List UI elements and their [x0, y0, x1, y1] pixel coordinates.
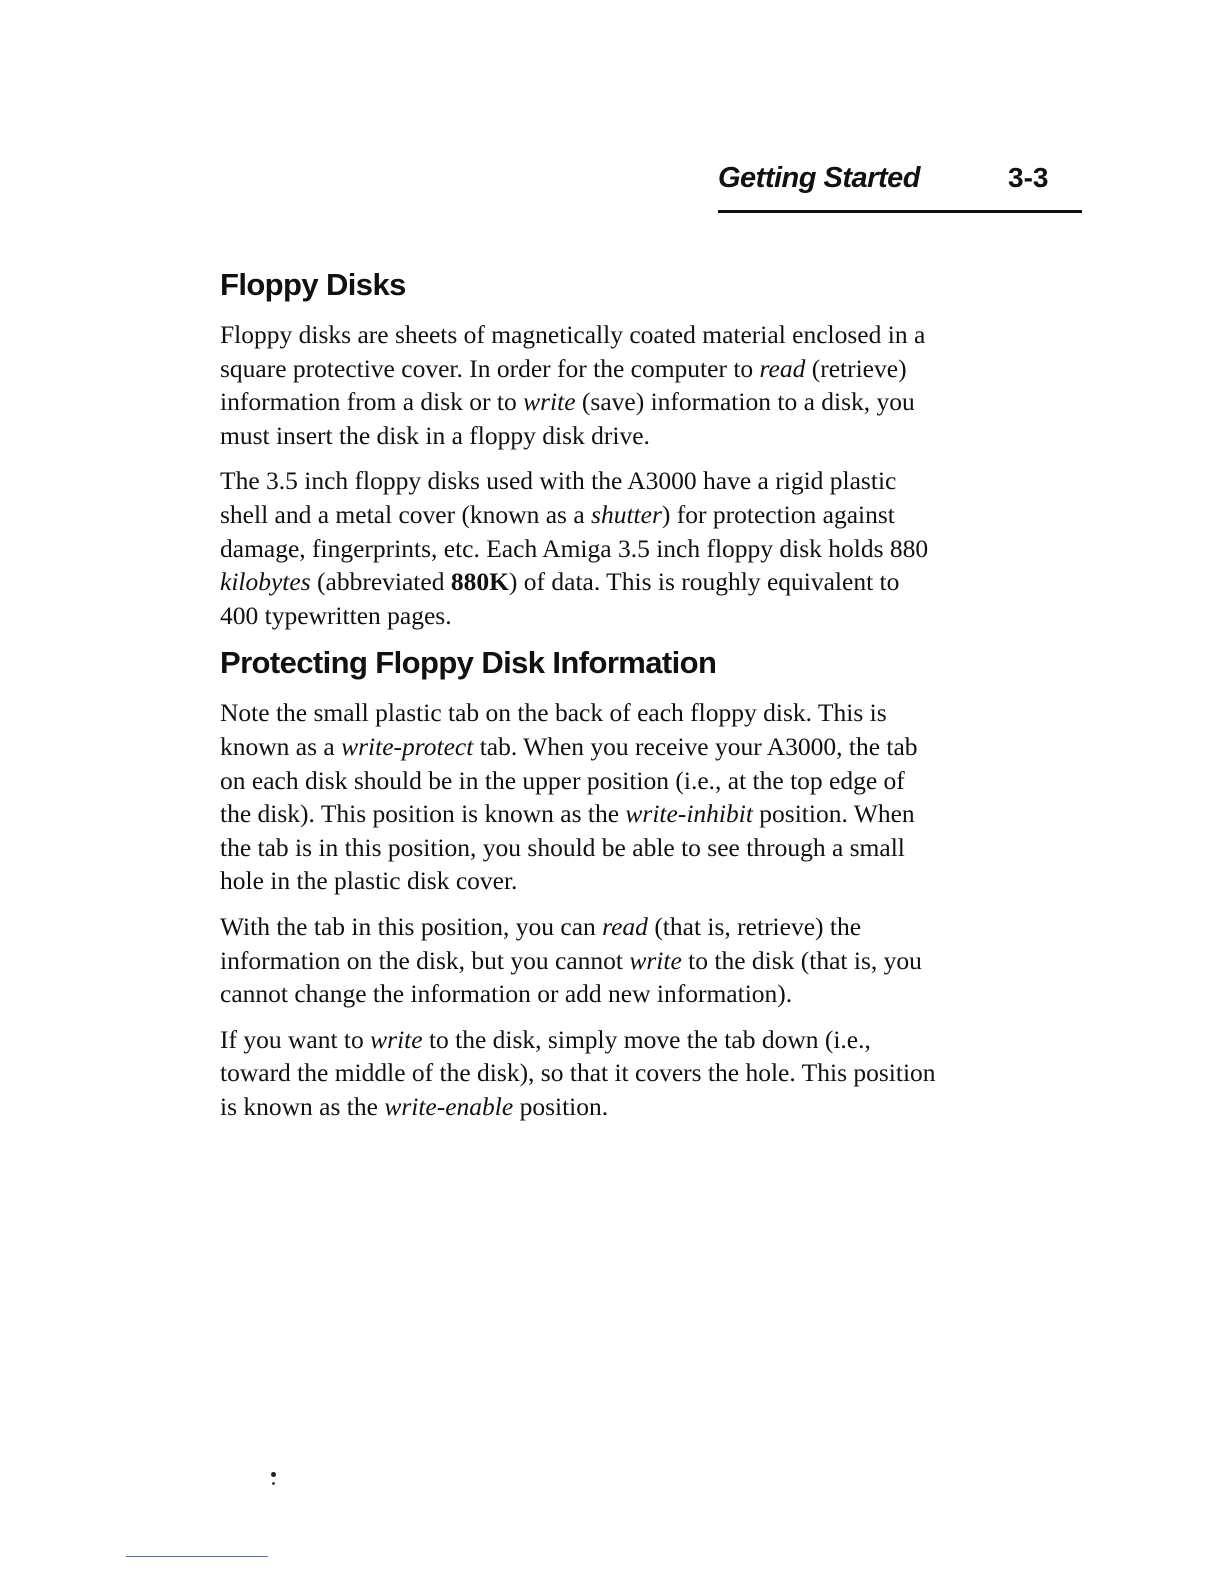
- text: Floppy disks are sheets of magnetically coated material enclosed in a square protective cover. In order for the computer to: [220, 320, 926, 383]
- text: The 3.5 inch floppy disks used with the A3000 have a rigid plastic shell and a metal cover (known as a: [220, 466, 897, 529]
- term-write-protect: write-protect: [341, 731, 474, 761]
- running-header: [718, 158, 1082, 213]
- term-write: write: [629, 945, 682, 975]
- text: to the disk, simply move the tab down (i.e., toward the middle of the disk), so that it covers the hole. This position is known as the: [220, 1024, 936, 1121]
- scan-speck: [271, 1472, 276, 1477]
- term-read: read: [759, 353, 806, 383]
- scan-speck: [272, 1482, 275, 1485]
- term-shutter: shutter: [591, 499, 662, 529]
- page-body: [220, 266, 940, 1135]
- term-kilobytes: kilobytes: [220, 567, 311, 597]
- paragraph-write-enable: [220, 1023, 940, 1124]
- text: (that is, retrieve) the information on the disk, but you cannot: [220, 911, 862, 975]
- text: (save) information to a disk, you must insert the disk in a floppy disk drive.: [220, 387, 915, 450]
- text: (abbreviated: [310, 567, 451, 597]
- text: position.: [513, 1091, 609, 1121]
- paragraph-floppy-intro: [220, 318, 940, 452]
- text: (retrieve) information from a disk or to: [220, 353, 907, 417]
- term-write-enable: write-enable: [384, 1091, 514, 1121]
- paragraph-floppy-specs: [220, 464, 940, 632]
- term-read: read: [602, 911, 648, 941]
- text: ) of data. This is roughly equivalent to 400 typewritten pages.: [220, 567, 900, 630]
- bottom-rule: [126, 1556, 268, 1557]
- text: With the tab in this position, you can: [220, 911, 603, 941]
- text: If you want to: [220, 1024, 371, 1054]
- paragraph-read-only: [220, 910, 940, 1011]
- text: tab. When you receive your A3000, the tab on each disk should be in the upper position (i.e., at the top edge of the disk). This position is known as the: [220, 731, 918, 829]
- term-880k: 880K: [450, 567, 509, 597]
- header-title: Getting Started: [718, 162, 920, 194]
- heading-protecting-floppy: Protecting Floppy Disk Information: [220, 645, 717, 681]
- text: position. When the tab is in this position, you should be able to see through a small hole in the plastic disk cover.: [220, 799, 915, 896]
- text: to the disk (that is, you cannot change the information or add new information).: [220, 945, 922, 1009]
- term-write: write: [523, 387, 576, 417]
- page-number: 3-3: [1008, 162, 1049, 193]
- paragraph-write-protect-tab: [220, 696, 940, 898]
- term-write: write: [370, 1024, 423, 1054]
- text: Note the small plastic tab on the back of each floppy disk. This is known as a: [220, 698, 887, 761]
- heading-floppy-disks: Floppy Disks: [220, 267, 406, 302]
- text: ) for protection against damage, fingerprints, etc. Each Amiga 3.5 inch floppy disk holds 880: [220, 499, 929, 563]
- term-write-inhibit: write-inhibit: [625, 799, 753, 829]
